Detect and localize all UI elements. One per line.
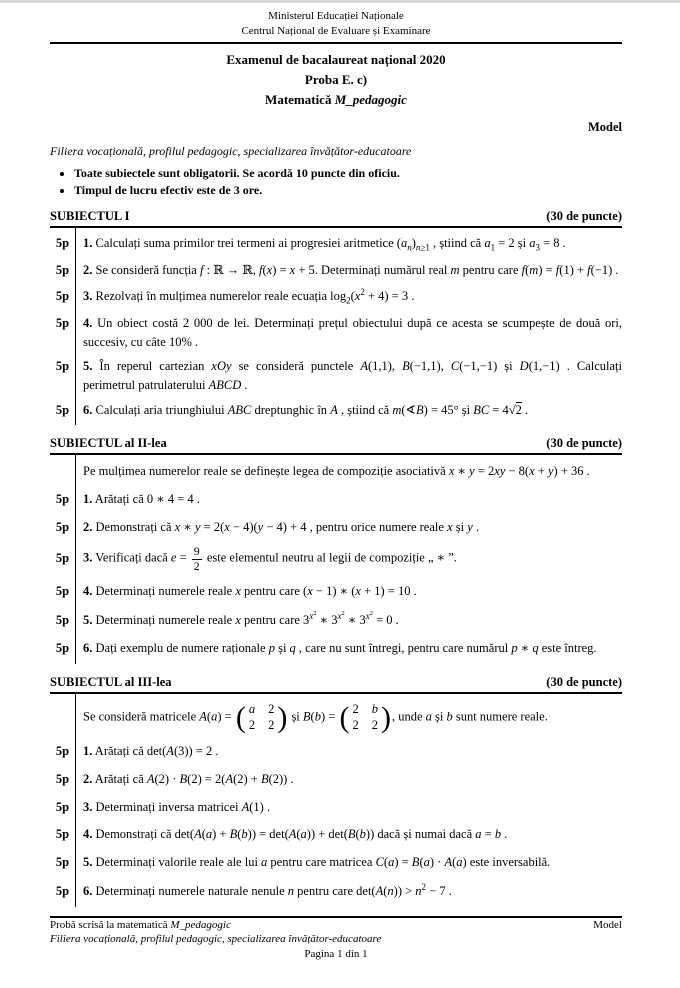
item-text: 3. Rezolvați în mulțimea numerelor reale ecuația $\log_2(x^2 + 4) = 3$ . bbox=[83, 286, 415, 306]
item-text: 1. Calculați suma primilor trei termeni ai progresiei aritmetice $(a_n)_{n\ge 1}$ , știind că $a_1 = 2$ și $a_3 = 8$ . bbox=[83, 236, 566, 253]
item-text: 5. Determinați numerele reale x pentru care $3^{x^2}$ ∗ $3^{x^2}$ ∗ $3^{x^2} = 0$ . bbox=[83, 610, 399, 628]
points-badge: 5p bbox=[55, 550, 70, 565]
section-points: (30 de puncte) bbox=[546, 209, 622, 224]
footer-rule bbox=[50, 916, 622, 918]
item-text: 6. Determinați numerele naturale nenule n pentru care $\det(A(n)) > n^2 - 7$ . bbox=[83, 881, 452, 899]
section-title: SUBIECTUL al III-lea bbox=[50, 675, 172, 690]
points-badge: 5p bbox=[55, 519, 70, 534]
section-table bbox=[50, 692, 622, 907]
item-text: 1. Arătați că 0 ∗ 4 = 4 . bbox=[83, 491, 200, 506]
item-row bbox=[50, 485, 622, 513]
section-title: SUBIECTUL I bbox=[50, 209, 130, 224]
vertical-rule bbox=[75, 455, 76, 665]
footer-proba-label: Probă scrisă la matematică M_pedagogic bbox=[50, 919, 231, 932]
item-row bbox=[50, 765, 622, 793]
section-points: (30 de puncte) bbox=[546, 675, 622, 690]
item-row bbox=[50, 231, 622, 258]
exam-proba: Proba E. c) bbox=[304, 72, 368, 88]
item-row bbox=[50, 398, 622, 423]
section-heading bbox=[50, 436, 622, 451]
instruction-item: • Timpul de lucru efectiv este de 3 ore. bbox=[74, 183, 622, 198]
item-row bbox=[50, 849, 622, 877]
points-badge: 5p bbox=[55, 744, 70, 759]
points-badge: 5p bbox=[55, 641, 70, 656]
header-ministry-line: Ministerul Educației Naționale bbox=[268, 10, 404, 22]
vertical-rule bbox=[75, 694, 76, 907]
item-row bbox=[50, 311, 622, 355]
header-rule bbox=[50, 42, 622, 44]
points-badge: 5p bbox=[55, 771, 70, 786]
points-badge: 5p bbox=[55, 315, 70, 330]
item-row bbox=[50, 821, 622, 849]
section-table bbox=[50, 453, 622, 665]
section-heading bbox=[50, 675, 622, 690]
points-badge: 5p bbox=[55, 402, 70, 417]
section-subiectul-3 bbox=[50, 675, 622, 907]
item-row bbox=[50, 513, 622, 541]
filiera-line: Filiera vocațională, profilul pedagogic, specializarea învățător-educatoare bbox=[50, 144, 412, 159]
section-intro-row bbox=[50, 458, 622, 486]
footer-model-label: Model bbox=[593, 919, 622, 932]
item-text: 2. Se consideră funcția f : ℝ → ℝ, f(x) = x + 5. Determinați numărul real m pentru care f(m) = f(1) + f(−1) . bbox=[83, 263, 619, 278]
item-text: 5. În reperul cartezian xOy se consideră punctele A(1,1), B(−1,1), C(−1,−1) și D(1,−1) . Calculați perimetrul patrulaterului ABCD . bbox=[83, 359, 622, 393]
section-intro-text: Se consideră matricele A(a) = ( a 2 2 2 ) și B(b) = ( 2 b 2 2 ) , unde a și b sunt numere reale. bbox=[83, 700, 548, 734]
item-text: 2. Demonstrați că x ∗ y = 2(x − 4)(y − 4) + 4 , pentru orice numere reale x și y . bbox=[83, 519, 480, 534]
item-text: 3. Verificați dacă e = $\frac{9}{2}$ este elementul neutru al legii de compoziție „ ∗ ”. bbox=[83, 544, 457, 573]
footer-line-1 bbox=[50, 919, 622, 933]
footer-filiera-line: Filiera vocațională, profilul pedagogic, specializarea învățător-educatoare bbox=[50, 933, 382, 946]
points-badge: 5p bbox=[55, 855, 70, 870]
item-text: 4. Un obiect costă 2 000 de lei. Determinați prețul obiectului după ce acesta se scumpește de două ori, succesiv, cu câte 10% . bbox=[83, 315, 622, 349]
points-badge: 5p bbox=[55, 583, 70, 598]
item-row bbox=[50, 793, 622, 821]
document-header bbox=[50, 9, 622, 38]
points-badge: 5p bbox=[55, 236, 70, 251]
exam-title: Examenul de bacalaureat național 2020 bbox=[226, 52, 446, 68]
points-badge: 5p bbox=[55, 263, 70, 278]
item-row bbox=[50, 541, 622, 577]
section-subiectul-1 bbox=[50, 209, 622, 425]
item-row bbox=[50, 738, 622, 766]
title-block bbox=[50, 52, 622, 108]
points-badge: 5p bbox=[55, 288, 70, 303]
item-row bbox=[50, 876, 622, 905]
item-row bbox=[50, 605, 622, 635]
item-text: 2. Arătați că A(2) · B(2) = 2(A(2) + B(2)) . bbox=[83, 771, 294, 786]
instruction-item: • Toate subiectele sunt obligatorii. Se acordă 10 puncte din oficiu. bbox=[74, 166, 622, 181]
vertical-rule bbox=[75, 228, 76, 425]
item-row bbox=[50, 635, 622, 663]
item-row bbox=[50, 258, 622, 283]
item-text: 5. Determinați valorile reale ale lui a pentru care matricea C(a) = B(a) · A(a) este inversabilă. bbox=[83, 855, 551, 870]
item-text: 6. Calculați aria triunghiului ABC dreptunghic în A , știind că m(∢B) = 45° și BC = 4√2 . bbox=[83, 402, 529, 417]
item-text: 4. Demonstrați că det(A(a) + B(b)) = det(A(a)) + det(B(b)) dacă și numai dacă a = b . bbox=[83, 827, 508, 842]
item-text: 4. Determinați numerele reale x pentru care (x − 1) ∗ (x + 1) = 10 . bbox=[83, 583, 417, 598]
points-badge: 5p bbox=[55, 359, 70, 374]
section-table bbox=[50, 226, 622, 425]
item-text: 1. Arătați că det(A(3)) = 2 . bbox=[83, 744, 219, 759]
instructions-list bbox=[50, 166, 622, 198]
item-row bbox=[50, 283, 622, 311]
points-badge: 5p bbox=[55, 613, 70, 628]
exam-subject: Matematică M_pedagogic bbox=[265, 92, 407, 108]
section-subiectul-2 bbox=[50, 436, 622, 665]
points-badge: 5p bbox=[55, 884, 70, 899]
section-intro-row bbox=[50, 697, 622, 737]
points-badge: 5p bbox=[55, 799, 70, 814]
document-footer bbox=[50, 916, 622, 961]
section-title: SUBIECTUL al II-lea bbox=[50, 435, 167, 450]
model-label: Model bbox=[587, 120, 622, 135]
section-intro-text: Pe mulțimea numerelor reale se definește legea de compoziție asociativă x ∗ y = 2xy − 8(x + y) + 36 . bbox=[83, 464, 590, 479]
exam-page bbox=[0, 3, 680, 961]
section-points: (30 de puncte) bbox=[546, 435, 622, 450]
points-badge: 5p bbox=[55, 827, 70, 842]
header-center-line: Centrul Național de Evaluare și Examinare bbox=[241, 24, 431, 37]
item-text: 6. Dați exemplu de numere raționale p și q , care nu sunt întregi, pentru care numărul p ∗ q este întreg. bbox=[83, 641, 597, 656]
item-text: 3. Determinați inversa matricei A(1) . bbox=[83, 799, 271, 814]
section-heading bbox=[50, 209, 622, 224]
item-row bbox=[50, 354, 622, 398]
points-badge: 5p bbox=[55, 491, 70, 506]
item-row bbox=[50, 577, 622, 605]
footer-page-number: Pagina 1 din 1 bbox=[304, 947, 368, 960]
